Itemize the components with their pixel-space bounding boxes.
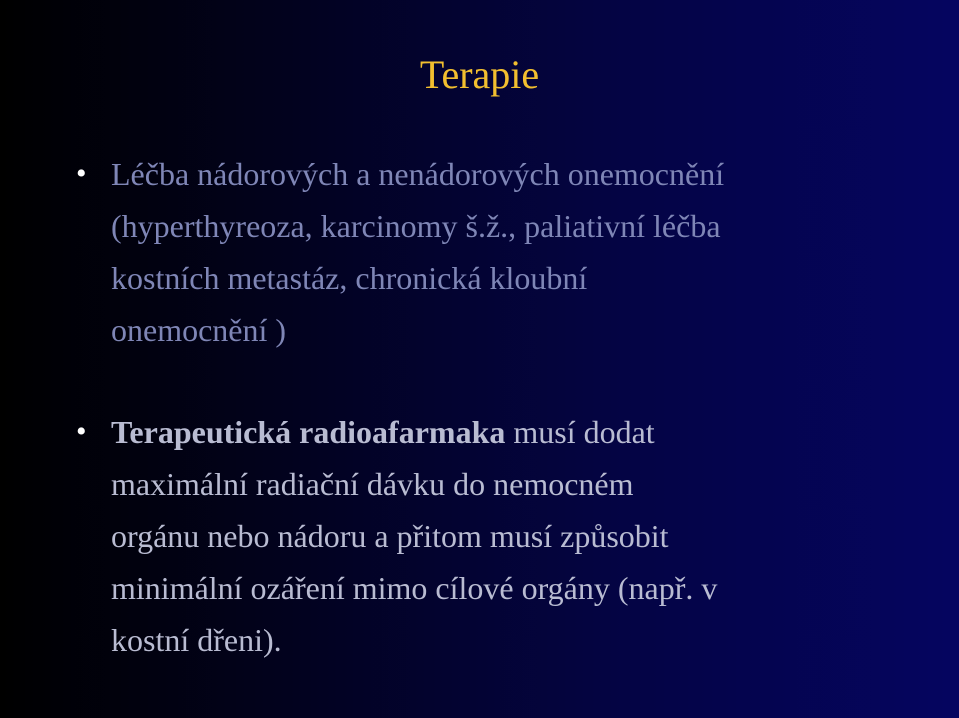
bullet-item-radiopharmaceuticals <box>76 406 911 666</box>
bullet-dot-icon: • <box>76 157 87 190</box>
bullet-text-line: minimální ozáření mimo cílové orgány (např. v <box>111 570 718 606</box>
bullet-text-line: kostních metastáz, chronická kloubní <box>111 260 588 296</box>
bullet-text-fragment: musí dodat <box>505 414 655 450</box>
bullet-text-line <box>111 406 911 458</box>
bullet-text-line: (hyperthyreoza, karcinomy š.ž., paliativní léčba <box>111 208 721 244</box>
bullet-text-line: onemocnění ) <box>111 312 287 348</box>
bullet-text-line: orgánu nebo nádoru a přitom musí způsobit <box>111 518 669 554</box>
bullet-text-line: Léčba nádorových a nenádorových onemocnění <box>111 156 725 192</box>
bullet-item-indications <box>76 148 911 356</box>
bullet-text-line: kostní dřeni). <box>111 622 282 658</box>
bold-term: Terapeutická radioafarmaka <box>111 414 506 450</box>
bullet-dot-icon: • <box>76 415 87 448</box>
slide-title: Terapie <box>419 52 540 97</box>
bullet-text-line: maximální radiační dávku do nemocném <box>111 466 634 502</box>
